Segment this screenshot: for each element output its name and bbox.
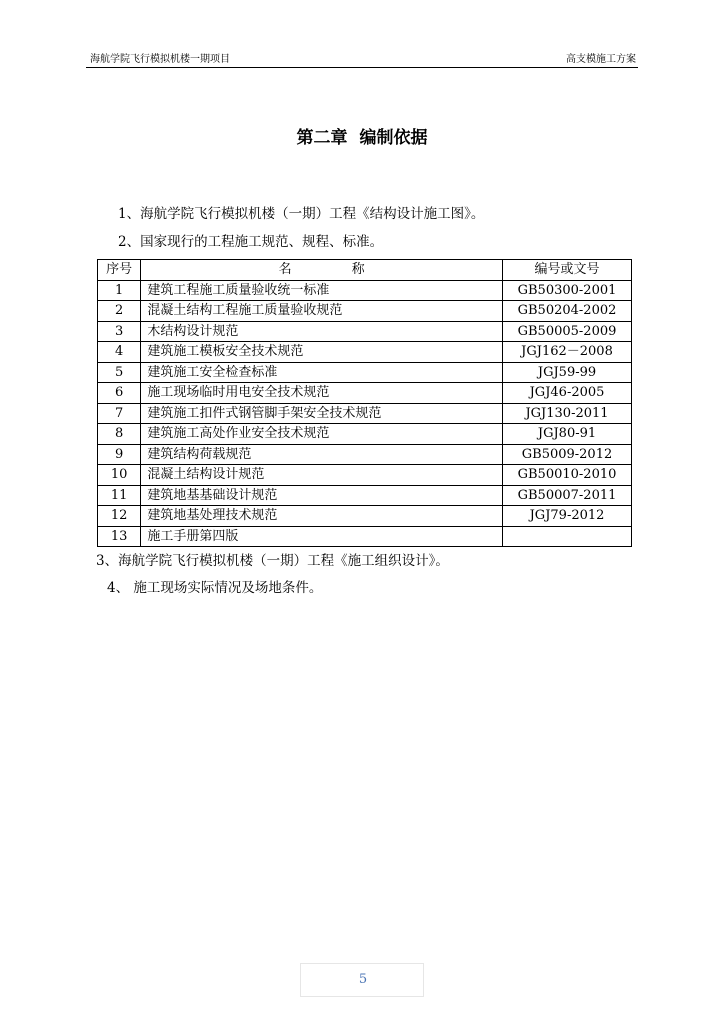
header-document-name: 高支模施工方案 [566,54,636,65]
row-standard-name: 建筑工程施工质量验收统一标准 [141,280,503,301]
header-name-part1: 名 [278,262,292,278]
table-row [98,403,632,424]
row-standard-name: 建筑施工安全检查标准 [141,362,503,383]
table-row [98,444,632,465]
basis-item-4: 4、 施工现场实际情况及场地条件。 [107,580,323,596]
row-standard-code: GB50007-2011 [503,485,632,506]
row-standard-name: 建筑施工扣件式钢管脚手架安全技术规范 [141,403,503,424]
row-standard-code: JGJ162－2008 [503,342,632,363]
row-serial-number: 5 [98,362,141,383]
table-row [98,342,632,363]
row-standard-name: 混凝土结构工程施工质量验收规范 [141,301,503,322]
table-row [98,280,632,301]
header-code: 编号或文号 [503,260,632,281]
row-standard-name: 建筑地基基础设计规范 [141,485,503,506]
row-standard-code: GB5009-2012 [503,444,632,465]
header-project-name: 海航学院飞行模拟机楼一期项目 [90,54,230,65]
row-standard-code: GB50300-2001 [503,280,632,301]
row-standard-code: GB50204-2002 [503,301,632,322]
basis-item-2: 2、国家现行的工程施工规范、规程、标准。 [118,234,384,250]
standards-table [97,259,632,547]
row-serial-number: 7 [98,403,141,424]
chapter-title: 编制依据 [359,128,428,148]
header-serial-number: 序号 [98,260,141,281]
page-number-box [300,963,424,997]
basis-item-1: 1、海航学院飞行模拟机楼（一期）工程《结构设计施工图》。 [118,206,485,222]
row-serial-number: 4 [98,342,141,363]
row-standard-name: 木结构设计规范 [141,321,503,342]
row-standard-name: 建筑施工模板安全技术规范 [141,342,503,363]
row-standard-code: JGJ80-91 [503,424,632,445]
table-header-row [98,260,632,281]
row-serial-number: 2 [98,301,141,322]
row-standard-code: GB50010-2010 [503,465,632,486]
header-name [141,260,503,281]
row-standard-name: 施工现场临时用电安全技术规范 [141,383,503,404]
row-serial-number: 9 [98,444,141,465]
row-standard-name: 建筑结构荷载规范 [141,444,503,465]
table-row [98,424,632,445]
basis-item-3: 3、海航学院飞行模拟机楼（一期）工程《施工组织设计》。 [96,553,449,569]
table-row [98,362,632,383]
table-row [98,506,632,527]
row-standard-code: JGJ130-2011 [503,403,632,424]
row-serial-number: 11 [98,485,141,506]
running-header [86,52,638,68]
table-row [98,383,632,404]
header-divider [86,67,638,68]
row-serial-number: 3 [98,321,141,342]
row-standard-code: JGJ59-99 [503,362,632,383]
row-standard-code: GB50005-2009 [503,321,632,342]
row-serial-number: 13 [98,526,141,547]
table-row [98,465,632,486]
row-standard-code [503,526,632,547]
chapter-number: 第二章 [296,128,348,148]
row-standard-code: JGJ79-2012 [503,506,632,527]
table-row [98,485,632,506]
table-row [98,321,632,342]
page-number: 5 [358,972,368,987]
chapter-heading [0,127,724,149]
table-row [98,526,632,547]
row-standard-name: 建筑地基处理技术规范 [141,506,503,527]
row-standard-code: JGJ46-2005 [503,383,632,404]
row-serial-number: 12 [98,506,141,527]
table-row [98,301,632,322]
row-serial-number: 1 [98,280,141,301]
row-standard-name: 混凝土结构设计规范 [141,465,503,486]
row-serial-number: 6 [98,383,141,404]
row-standard-name: 建筑施工高处作业安全技术规范 [141,424,503,445]
row-standard-name: 施工手册第四版 [141,526,503,547]
row-serial-number: 10 [98,465,141,486]
table-body [98,280,632,547]
header-name-part2: 称 [351,262,365,278]
row-serial-number: 8 [98,424,141,445]
